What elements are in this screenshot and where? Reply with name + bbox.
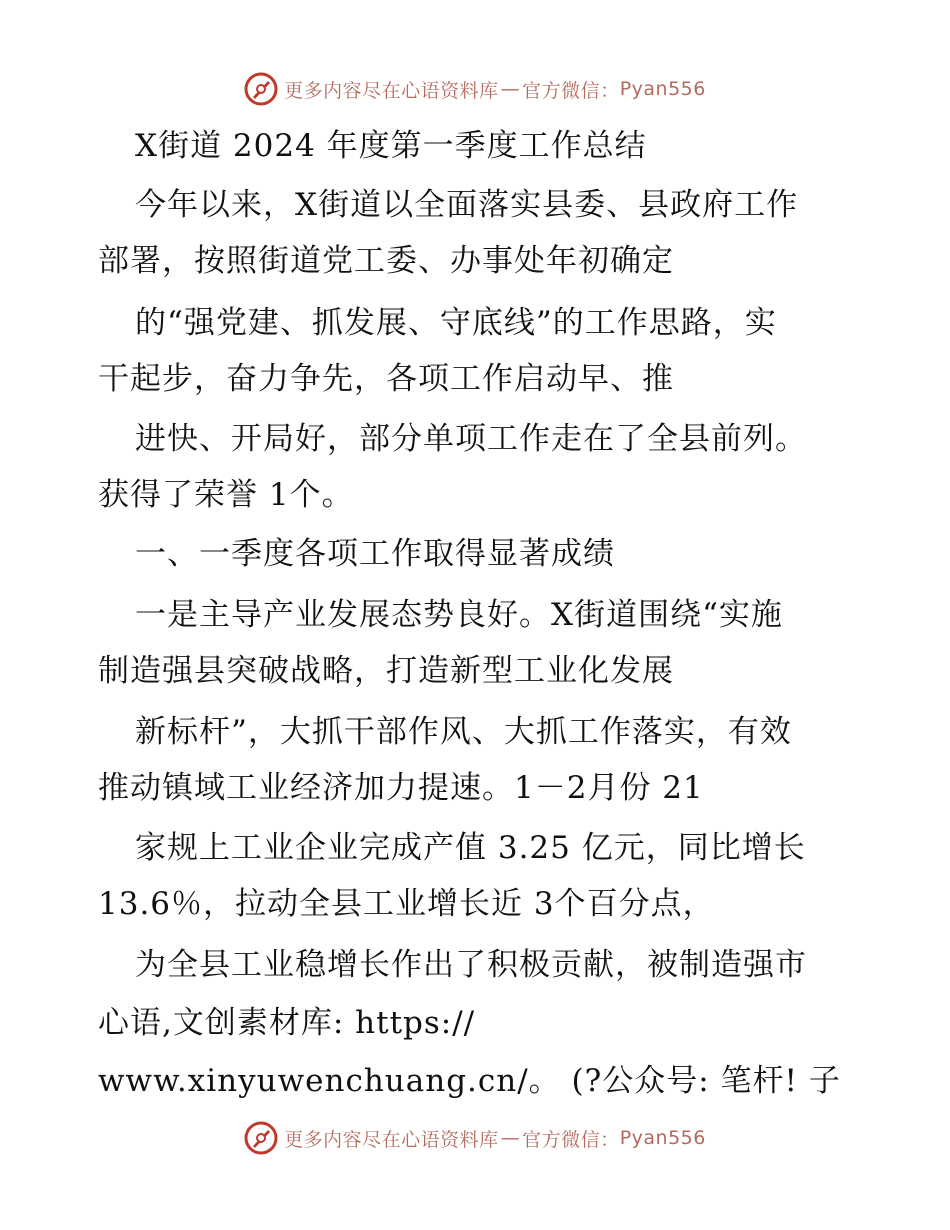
document-title: X街道 2024 年度第一季度工作总结 (135, 128, 647, 164)
banner-text: 更多内容尽在心语资料库 (284, 79, 499, 102)
quill-logo-icon (244, 72, 278, 106)
banner-dash: — (500, 78, 521, 100)
footer-watermark-banner (0, 1116, 950, 1160)
paragraph-line: 获得了荣誉 1个。 (98, 477, 354, 513)
paragraph-line: 为全县工业稳增长作出了积极贡献，被制造强市 (135, 947, 807, 983)
quill-logo-icon (244, 1121, 278, 1155)
banner-wechat-label: 官方微信： (522, 79, 620, 102)
header-watermark-banner (0, 67, 950, 111)
banner-wechat-id: Pyan556 (619, 78, 706, 100)
paragraph-line: 推动镇域工业经济加力提速。1－2月份 21 (98, 770, 704, 806)
paragraph-line: 新标杆”，大抓干部作风、大抓工作落实，有效 (135, 714, 792, 750)
paragraph-line: www.xinyuwenchuang.cn/。 (?公众号: 笔杆! 子 (98, 1063, 841, 1099)
banner-text: 更多内容尽在心语资料库 (284, 1128, 499, 1151)
paragraph-line: 制造强县突破战略，打造新型工业化发展 (98, 653, 674, 689)
banner-wechat-label: 官方微信： (522, 1128, 620, 1151)
paragraph-line: 13.6％，拉动全县工业增长近 3个百分点， (98, 886, 715, 922)
paragraph-line: 家规上工业企业完成产值 3.25 亿元，同比增长 (135, 830, 806, 866)
banner-dash: — (500, 1127, 521, 1149)
paragraph-line: 一是主导产业发展态势良好。X街道围绕“实施 (135, 597, 783, 633)
section-heading: 一、一季度各项工作取得显著成绩 (135, 536, 615, 572)
paragraph-line: 今年以来，X街道以全面落实县委、县政府工作 (135, 187, 799, 223)
paragraph-line: 的“强党建、抓发展、守底线”的工作思路，实 (135, 305, 777, 341)
paragraph-line: 心语,文创素材库: https:// (98, 1005, 476, 1041)
paragraph-line: 进快、开局好，部分单项工作走在了全县前列。 (135, 421, 807, 457)
paragraph-line: 干起步，奋力争先，各项工作启动早、推 (98, 361, 674, 397)
paragraph-line: 部署，按照街道党工委、办事处年初确定 (98, 243, 674, 279)
banner-wechat-id: Pyan556 (619, 1127, 706, 1149)
